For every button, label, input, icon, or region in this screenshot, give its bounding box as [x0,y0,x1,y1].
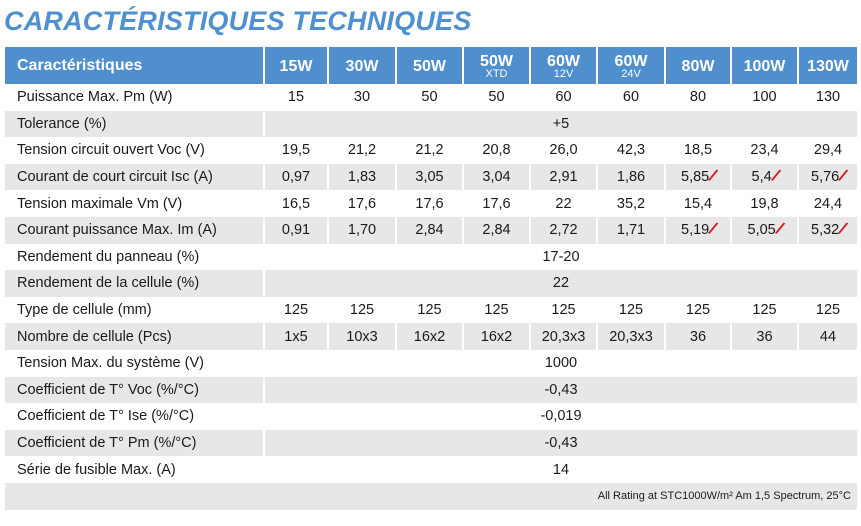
row-label: Série de fusible Max. (A) [5,456,264,483]
cell-value: 125 [283,302,309,319]
value-cell [731,190,798,217]
cell-value: 44 [819,328,837,345]
cell-value: 130 [815,89,841,106]
value-cell [396,323,463,350]
header-col-2 [396,47,463,84]
header-col-sub: 24V [621,67,641,80]
cell-value: 16,5 [281,195,311,212]
cell-value: 125 [685,302,711,319]
header-col-sub: 12V [553,67,574,80]
cell-value: 36 [756,328,773,345]
header-col-main: 50W [480,52,513,70]
table-row [5,323,858,350]
value-cell [264,297,328,324]
value-cell [665,217,731,244]
value-cell [396,190,463,217]
merged-value-cell: 17-20 [264,244,858,271]
value-cell [597,137,665,164]
check-mark-icon: / [837,165,848,186]
value-cell [264,164,328,191]
row-label: Puissance Max. Pm (W) [5,84,264,111]
value-cell [597,164,665,191]
value-cell [597,217,665,244]
cell-value: 18,5 [683,142,713,159]
value-cell [665,190,731,217]
table-row [5,350,858,377]
table-row [5,244,858,271]
cell-value: 19,5 [281,142,311,159]
cell-value: 17,6 [347,195,377,212]
row-label: Type de cellule (mm) [5,297,264,324]
header-col-3 [463,47,530,84]
cell-value: 125 [752,302,777,319]
cell-value: 3,05 [415,169,444,186]
check-mark-icon: / [774,219,785,239]
header-col-main: 60W [614,52,648,70]
header-col-8 [798,47,858,84]
row-label: Coefficient de T° Voc (%/°C) [5,377,264,404]
row-label: Rendement de la cellule (%) [5,270,264,297]
cell-value: 16x2 [413,328,446,345]
cell-value: 5,32 [811,222,840,239]
cell-value: 42,3 [616,142,646,159]
cell-value: 20,8 [482,142,511,159]
value-cell [530,84,597,111]
spec-table [5,47,859,510]
value-cell [396,297,463,324]
header-col-main: 130W [807,58,849,75]
cell-value: 20,3x3 [541,328,586,345]
header-col-sub: XTD [485,67,508,80]
cell-value: 125 [815,302,841,319]
value-cell [328,217,396,244]
cell-value: 1,70 [347,222,377,239]
cell-value: 5,4 [751,169,772,186]
cell-value: 30 [353,89,371,106]
cell-value: 1x5 [284,328,308,345]
header-col-main: 50W [413,58,446,75]
cell-value: 10x3 [346,328,378,345]
cell-value: 24,4 [813,195,843,212]
page-title: CARACTÉRISTIQUES TECHNIQUES [4,6,472,36]
footnote: All Rating at STC1000W/m² Am 1,5 Spectrum, 25°C [5,483,858,510]
cell-value: 2,84 [482,222,511,239]
header-col-7 [731,47,798,84]
value-cell [731,297,798,324]
row-label: Coefficient de T° Ise (%/°C) [5,403,264,430]
cell-value: 1,71 [616,222,646,239]
table-row [5,190,858,217]
cell-value: 17,6 [482,195,511,212]
cell-value: 17,6 [415,195,444,212]
row-label: Tension Max. du système (V) [5,350,264,377]
merged-value-cell: +5 [264,111,858,138]
table-row [5,456,858,483]
cell-value: 16x2 [480,328,513,345]
value-cell [798,217,858,244]
value-cell [798,323,858,350]
cell-value: 50 [421,89,438,106]
value-cell [665,323,731,350]
value-cell [264,190,328,217]
value-cell [264,137,328,164]
cell-value: 2,91 [549,169,578,186]
cell-value: 0,91 [281,222,311,239]
value-cell [665,297,731,324]
cell-value: 21,2 [415,142,444,159]
value-cell [731,84,798,111]
cell-value: 2,72 [549,222,578,239]
cell-value: 0,97 [281,169,311,186]
value-cell [731,137,798,164]
value-cell [264,84,328,111]
table-row [5,84,858,111]
value-cell [731,323,798,350]
table-row [5,164,858,191]
table-row [5,111,858,138]
value-cell [798,84,858,111]
cell-value: 5,85 [681,169,710,186]
merged-value-cell: 14 [264,456,858,483]
value-cell [328,190,396,217]
value-cell [328,84,396,111]
header-col-main: 30W [345,58,379,75]
value-cell [396,84,463,111]
value-cell [731,164,798,191]
cell-value: 2,84 [415,222,444,239]
cell-value: 15 [287,89,305,106]
value-cell [798,190,858,217]
value-cell [798,297,858,324]
value-cell [665,164,731,191]
cell-value: 125 [417,302,442,319]
cell-value: 22 [555,195,572,212]
cell-value: 125 [551,302,576,319]
table-row [5,217,858,244]
merged-value-cell: 1000 [264,350,858,377]
header-row [5,47,858,84]
cell-value: 80 [689,89,707,106]
header-col-0 [264,47,328,84]
value-cell [264,323,328,350]
header-col-main: 80W [681,58,715,75]
cell-value: 19,8 [750,195,779,212]
cell-value: 23,4 [750,142,779,159]
check-mark-icon: / [707,165,718,186]
value-cell [530,323,597,350]
cell-value: 125 [618,302,644,319]
value-cell [328,297,396,324]
value-cell [798,137,858,164]
value-cell [530,164,597,191]
cell-value: 125 [349,302,375,319]
row-label: Courant puissance Max. Im (A) [5,217,264,244]
cell-value: 50 [488,89,505,106]
value-cell [328,137,396,164]
value-cell [731,217,798,244]
value-cell [463,84,530,111]
value-cell [463,323,530,350]
cell-value: 21,2 [347,142,377,159]
row-label: Tolerance (%) [5,111,264,138]
value-cell [530,190,597,217]
merged-value-cell: -0,43 [264,430,858,457]
value-cell [463,190,530,217]
cell-value: 5,19 [681,222,710,239]
value-cell [597,190,665,217]
cell-value: 60 [555,89,572,106]
value-cell [264,217,328,244]
check-mark-icon: / [707,219,718,239]
value-cell [665,137,731,164]
cell-value: 36 [689,328,707,345]
value-cell [463,164,530,191]
row-label: Coefficient de T° Pm (%/°C) [5,430,264,457]
value-cell [530,137,597,164]
header-col-1 [328,47,396,84]
merged-value-cell: -0,43 [264,377,858,404]
row-label: Tension maximale Vm (V) [5,190,264,217]
table-row [5,137,858,164]
cell-value: 125 [484,302,509,319]
cell-value: 29,4 [813,142,843,159]
table-row [5,297,858,324]
header-col-6 [665,47,731,84]
row-label: Tension circuit ouvert Voc (V) [5,137,264,164]
value-cell [597,84,665,111]
cell-value: 1,83 [347,169,377,186]
merged-value-cell: -0,019 [264,403,858,430]
cell-value: 1,86 [616,169,646,186]
row-label: Nombre de cellule (Pcs) [5,323,264,350]
footer-row [5,483,858,510]
row-label: Courant de court circuit Isc (A) [5,164,264,191]
table-row [5,377,858,404]
value-cell [463,217,530,244]
value-cell [463,297,530,324]
cell-value: 26,0 [549,142,578,159]
cell-value: 3,04 [482,169,511,186]
value-cell [530,217,597,244]
cell-value: 35,2 [616,195,646,212]
header-col-main: 100W [743,58,786,75]
value-cell [597,297,665,324]
header-col-main: 15W [279,58,313,75]
value-cell [396,164,463,191]
cell-value: 5,76 [811,169,840,186]
check-mark-icon: / [837,219,848,239]
value-cell [463,137,530,164]
header-col-main: 60W [547,52,580,70]
table-row [5,403,858,430]
value-cell [798,164,858,191]
value-cell [328,323,396,350]
cell-value: 15,4 [683,195,713,212]
value-cell [597,323,665,350]
check-mark-icon: / [770,165,781,186]
table-row [5,270,858,297]
header-col-5 [597,47,665,84]
header-characteristics: Caractéristiques [5,47,264,84]
cell-value: 5,05 [747,222,776,239]
value-cell [530,297,597,324]
table-body [5,84,858,510]
row-label: Rendement du panneau (%) [5,244,264,271]
value-cell [396,217,463,244]
cell-value: 100 [752,89,777,106]
cell-value: 20,3x3 [609,328,653,345]
value-cell [665,84,731,111]
value-cell [396,137,463,164]
header-col-4 [530,47,597,84]
merged-value-cell: 22 [264,270,858,297]
table-row [5,430,858,457]
value-cell [328,164,396,191]
cell-value: 60 [622,89,640,106]
